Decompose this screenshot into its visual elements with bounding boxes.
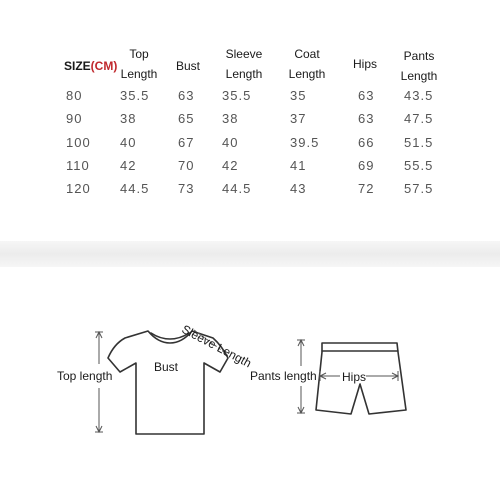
table-cell: 38 xyxy=(222,111,239,126)
table-cell: 37 xyxy=(290,111,307,126)
table-cell: 35.5 xyxy=(222,88,252,103)
table-cell: 65 xyxy=(178,111,195,126)
table-cell: 66 xyxy=(358,135,375,150)
table-cell: 38 xyxy=(120,111,137,126)
table-cell: 90 xyxy=(66,111,83,126)
table-cell: 55.5 xyxy=(404,158,434,173)
table-cell: 110 xyxy=(66,158,90,173)
table-cell: 44.5 xyxy=(120,181,150,196)
table-cell: 47.5 xyxy=(404,111,434,126)
table-cell: 63 xyxy=(358,88,375,103)
table-cell: 63 xyxy=(358,111,375,126)
table-cell: 40 xyxy=(120,135,137,150)
table-cell: 35.5 xyxy=(120,88,150,103)
table-cell: 69 xyxy=(358,158,375,173)
table-cell: 39.5 xyxy=(290,135,320,150)
column-header-sleeve-length: Sleeve Length xyxy=(225,47,263,81)
pants-length-label: Pants length xyxy=(250,369,317,383)
table-cell: 57.5 xyxy=(404,181,434,196)
table-cell: 43.5 xyxy=(404,88,434,103)
column-header-pants-length: Pants Length xyxy=(400,49,438,83)
table-cell: 63 xyxy=(178,88,195,103)
bust-label: Bust xyxy=(154,360,179,374)
table-cell: 120 xyxy=(66,181,91,196)
table-cell: 42 xyxy=(222,158,239,173)
table-cell: 42 xyxy=(120,158,137,173)
table-cell: 67 xyxy=(178,135,195,150)
table-cell: 72 xyxy=(358,181,375,196)
size-unit: (CM) xyxy=(90,59,118,73)
hips-label: Hips xyxy=(342,370,367,384)
column-header-top-length: Top Length xyxy=(120,47,158,81)
table-cell: 73 xyxy=(178,181,195,196)
table-cell: 80 xyxy=(66,88,83,103)
column-header-coat-length: Coat Length xyxy=(288,47,326,81)
table-cell: 51.5 xyxy=(404,135,434,150)
table-cell: 100 xyxy=(66,135,91,150)
table-cell: 40 xyxy=(222,135,239,150)
table-cell: 43 xyxy=(290,181,307,196)
sleeve-length-label: Sleeve Length xyxy=(179,322,254,371)
column-header-hips: Hips xyxy=(352,57,377,71)
top-length-label: Top length xyxy=(57,369,113,383)
column-header-bust: Bust xyxy=(176,59,201,73)
table-cell: 44.5 xyxy=(222,181,252,196)
table-cell: 70 xyxy=(178,158,195,173)
table-cell: 41 xyxy=(290,158,307,173)
size-label: SIZE xyxy=(64,59,91,73)
table-cell: 35 xyxy=(290,88,307,103)
